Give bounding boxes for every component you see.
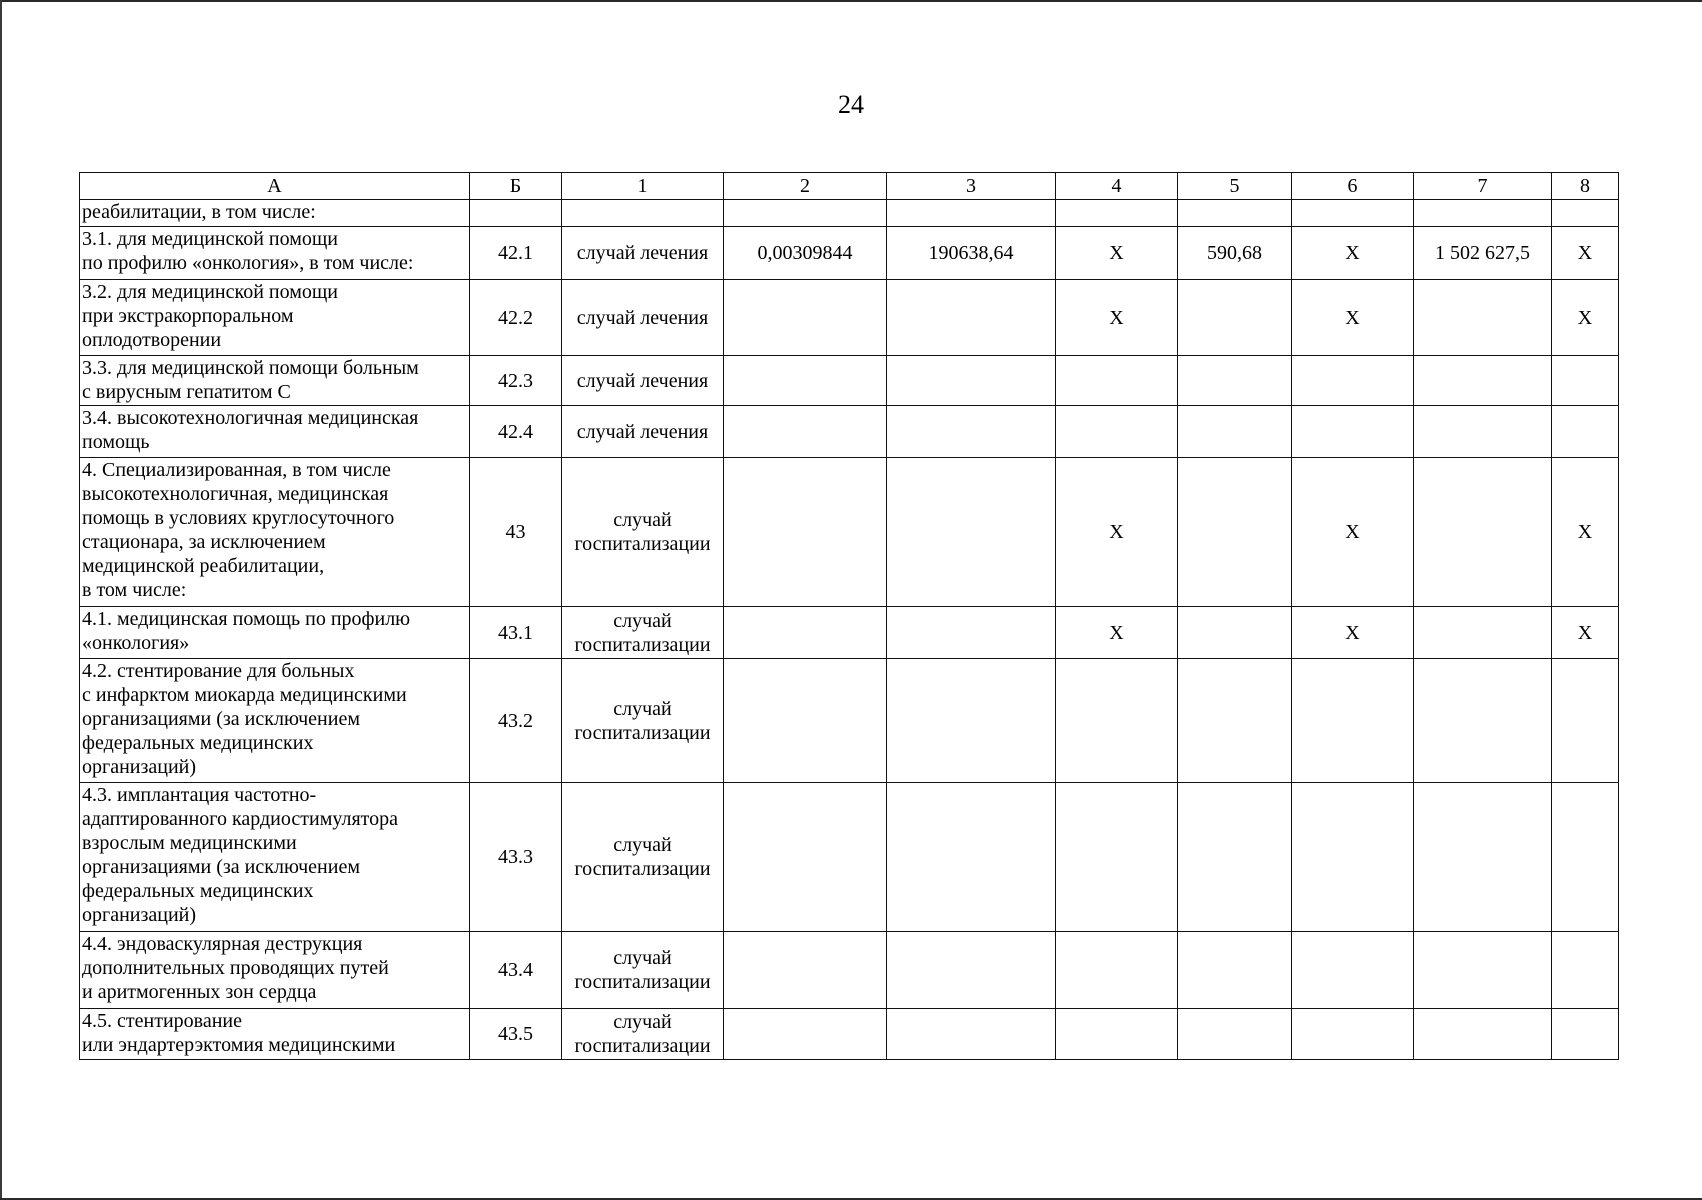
table-cell — [1414, 227, 1552, 280]
table-cell — [562, 783, 724, 932]
table-cell — [1552, 1009, 1619, 1060]
table-row — [80, 932, 1619, 1009]
table-cell — [1056, 227, 1178, 280]
table-row — [80, 406, 1619, 458]
cell-value: 43.1 — [498, 621, 533, 644]
cell-value: 42.4 — [498, 420, 533, 443]
cell-value: Х — [1345, 521, 1360, 543]
table-cell — [887, 200, 1056, 227]
row-name-text: 3.2. для медицинской помощи при экстракорпоральном оплодотворении — [82, 281, 338, 351]
table-cell — [1552, 783, 1619, 932]
table-cell — [470, 458, 562, 607]
table-cell — [887, 280, 1056, 356]
cell-value: Х — [1109, 621, 1124, 644]
table-cell — [1056, 458, 1178, 607]
column-header: 4 — [1056, 173, 1178, 200]
table-cell — [1414, 783, 1552, 932]
table-cell — [1292, 607, 1414, 659]
table-row — [80, 200, 1619, 227]
table-cell — [1414, 200, 1552, 227]
table-cell — [1056, 406, 1178, 458]
table-cell — [562, 607, 724, 659]
table-row — [80, 458, 1619, 607]
column-header: 6 — [1292, 173, 1414, 200]
cell-value: 190638,64 — [928, 242, 1014, 264]
table-cell — [1414, 1009, 1552, 1060]
cell-value: 1 502 627,5 — [1435, 242, 1530, 264]
table-cell — [562, 659, 724, 783]
cell-value: Х — [1109, 306, 1124, 329]
table-cell — [1414, 406, 1552, 458]
table-cell — [887, 932, 1056, 1009]
table-header-row — [80, 173, 1619, 200]
table-cell — [887, 406, 1056, 458]
cell-value: случай лечения — [576, 306, 709, 329]
table-cell — [724, 227, 887, 280]
row-name-cell — [80, 200, 470, 227]
row-name-text: 4.2. стентирование для больных с инфарктом миокарда медицинскими организациями (за исключением федеральных медицинских организаций) — [82, 660, 407, 778]
column-header: 5 — [1178, 173, 1292, 200]
table-cell — [1292, 200, 1414, 227]
table-cell — [1414, 458, 1552, 607]
row-name-cell — [80, 458, 470, 607]
table-cell — [1178, 783, 1292, 932]
table-cell — [1292, 406, 1414, 458]
row-name-text: 4.3. имплантация частотно- адаптированного кардиостимулятора взрослым медицинскими организациями (за исключением федеральных медицинских организаций) — [82, 784, 399, 926]
table-cell — [1178, 932, 1292, 1009]
cell-value: случай лечения — [576, 242, 709, 264]
table-cell — [724, 280, 887, 356]
table-cell — [887, 607, 1056, 659]
table-cell — [1056, 932, 1178, 1009]
table-cell — [724, 659, 887, 783]
table-cell — [470, 659, 562, 783]
table-cell — [1552, 458, 1619, 607]
table-cell — [1552, 227, 1619, 280]
table-cell — [724, 783, 887, 932]
cell-value: 590,68 — [1207, 242, 1262, 264]
cell-value: Х — [1577, 621, 1593, 644]
cell-value: случай госпитализации — [574, 834, 711, 880]
table-cell — [470, 932, 562, 1009]
table-cell — [1292, 783, 1414, 932]
table-cell — [887, 227, 1056, 280]
table-cell — [724, 406, 887, 458]
table-cell — [470, 356, 562, 406]
table-cell — [1178, 356, 1292, 406]
row-name-text: 3.1. для медицинской помощи по профилю «онкология», в том числе: — [82, 228, 414, 274]
cell-value: 43.2 — [498, 709, 533, 732]
table-cell — [1056, 1009, 1178, 1060]
page-number: 24 — [838, 90, 864, 119]
cell-value: Х — [1577, 306, 1593, 329]
cell-value: случай лечения — [576, 420, 709, 443]
page-border-left — [0, 0, 2, 1200]
table-cell — [1292, 458, 1414, 607]
row-name-text: реабилитации, в том числе: — [82, 201, 316, 223]
table-cell — [887, 356, 1056, 406]
cell-value: случай госпитализации — [574, 509, 711, 555]
cell-value: Х — [1109, 242, 1124, 264]
table-cell — [1292, 659, 1414, 783]
table-cell — [1178, 458, 1292, 607]
table-cell — [1056, 280, 1178, 356]
row-name-text: 4.5. стентирование или эндартерэктомия медицинскими — [82, 1010, 396, 1056]
table-cell — [562, 458, 724, 607]
table-cell — [724, 1009, 887, 1060]
table-cell — [562, 406, 724, 458]
cell-value: Х — [1345, 621, 1360, 644]
row-name-text: 4.1. медицинская помощь по профилю «онкология» — [82, 608, 411, 654]
cell-value: Х — [1345, 306, 1360, 329]
table-cell — [562, 932, 724, 1009]
table-row — [80, 783, 1619, 932]
cell-value: Х — [1109, 521, 1124, 543]
table-cell — [562, 227, 724, 280]
table-cell — [1292, 280, 1414, 356]
table-cell — [1414, 607, 1552, 659]
table-cell — [887, 659, 1056, 783]
cell-value: случай лечения — [576, 369, 709, 392]
cell-value: 43.4 — [498, 959, 533, 981]
table-cell — [724, 200, 887, 227]
table-cell — [1292, 932, 1414, 1009]
column-header: 8 — [1552, 173, 1619, 200]
table-cell — [1414, 280, 1552, 356]
cell-value: случай госпитализации — [574, 609, 711, 656]
table-cell — [1552, 659, 1619, 783]
table-row — [80, 280, 1619, 356]
table-cell — [1178, 406, 1292, 458]
table-cell — [1414, 932, 1552, 1009]
table-cell — [1552, 200, 1619, 227]
table-cell — [470, 200, 562, 227]
table-cell — [1056, 356, 1178, 406]
table-cell — [1292, 356, 1414, 406]
column-header: 3 — [887, 173, 1056, 200]
row-name-cell — [80, 406, 470, 458]
column-header: 2 — [724, 173, 887, 200]
cell-value: Х — [1577, 242, 1593, 264]
table-cell — [724, 607, 887, 659]
table-row — [80, 1009, 1619, 1060]
table-cell — [470, 783, 562, 932]
data-table — [79, 172, 1619, 1060]
table-row — [80, 659, 1619, 783]
table-cell — [1552, 406, 1619, 458]
table-body — [80, 173, 1619, 1060]
cell-value: 43.3 — [498, 846, 533, 868]
table-cell — [470, 406, 562, 458]
table-cell — [1178, 659, 1292, 783]
row-name-cell — [80, 659, 470, 783]
page-border-top — [0, 0, 1702, 2]
table-cell — [724, 356, 887, 406]
table-cell — [1178, 200, 1292, 227]
table-cell — [1414, 356, 1552, 406]
table-cell — [1414, 659, 1552, 783]
cell-value: Х — [1577, 521, 1593, 543]
row-name-text: 4. Специализированная, в том числе высокотехнологичная, медицинская помощь в условиях круглосуточного стационара, за исключением медицинской реабилитации, в том числе: — [82, 459, 395, 601]
table-cell — [1292, 227, 1414, 280]
row-name-text: 4.4. эндоваскулярная деструкция дополнительных проводящих путей и аритмогенных зон сердца — [82, 933, 389, 1003]
table-cell — [470, 607, 562, 659]
cell-value: Х — [1345, 242, 1360, 264]
table-cell — [1056, 607, 1178, 659]
table-cell — [1552, 932, 1619, 1009]
table-cell — [1178, 227, 1292, 280]
cell-value: случай госпитализации — [574, 947, 711, 993]
table-cell — [724, 932, 887, 1009]
table-cell — [470, 1009, 562, 1060]
table-cell — [562, 1009, 724, 1060]
row-name-cell — [80, 227, 470, 280]
column-header: Б — [470, 173, 562, 200]
table-cell — [1552, 356, 1619, 406]
table-cell — [887, 783, 1056, 932]
cell-value: 0,00309844 — [757, 242, 853, 264]
row-name-cell — [80, 783, 470, 932]
table-cell — [1056, 200, 1178, 227]
table-row — [80, 356, 1619, 406]
row-name-cell — [80, 280, 470, 356]
cell-value: 42.1 — [498, 242, 533, 264]
row-name-cell — [80, 356, 470, 406]
column-header: 1 — [562, 173, 724, 200]
cell-value: 43 — [505, 521, 526, 543]
table-row — [80, 607, 1619, 659]
table-cell — [562, 356, 724, 406]
table-row — [80, 227, 1619, 280]
row-name-cell — [80, 607, 470, 659]
row-name-text: 3.4. высокотехнологичная медицинская помощь — [82, 407, 419, 453]
table-cell — [1056, 783, 1178, 932]
table-cell — [1178, 607, 1292, 659]
table-cell — [1056, 659, 1178, 783]
table-cell — [562, 280, 724, 356]
table-cell — [887, 1009, 1056, 1060]
table-cell — [1552, 607, 1619, 659]
table-cell — [1178, 1009, 1292, 1060]
column-header: 7 — [1414, 173, 1552, 200]
cell-value: случай госпитализации — [574, 1011, 711, 1057]
table-cell — [470, 227, 562, 280]
column-header: А — [80, 173, 470, 200]
table-cell — [562, 200, 724, 227]
table-cell — [724, 458, 887, 607]
row-name-cell — [80, 932, 470, 1009]
row-name-text: 3.3. для медицинской помощи больным с вирусным гепатитом С — [82, 357, 419, 403]
table-cell — [887, 458, 1056, 607]
cell-value: 42.2 — [498, 306, 533, 329]
table-cell — [1292, 1009, 1414, 1060]
table-cell — [470, 280, 562, 356]
cell-value: случай госпитализации — [574, 697, 711, 744]
cell-value: 43.5 — [498, 1023, 533, 1045]
table-cell — [1552, 280, 1619, 356]
table-cell — [1178, 280, 1292, 356]
row-name-cell — [80, 1009, 470, 1060]
cell-value: 42.3 — [498, 369, 533, 392]
